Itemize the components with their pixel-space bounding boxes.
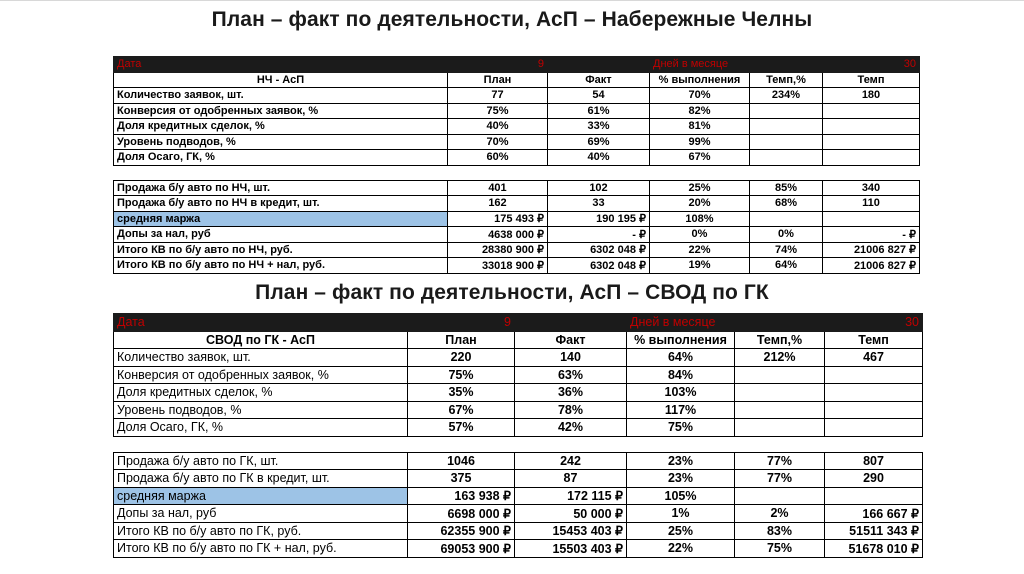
temp-value: 180	[823, 88, 920, 104]
table-row	[114, 505, 923, 523]
row-label: Уровень подводов, %	[114, 401, 408, 419]
column-header-plan: План	[448, 72, 548, 88]
plan-value: 175 493 ₽	[448, 211, 548, 227]
row-label: Итого КВ по б/у авто по НЧ + нал, руб.	[114, 258, 448, 274]
row-label: Допы за нал, руб	[114, 505, 408, 523]
fact-value: 172 115 ₽	[515, 487, 627, 505]
spacer-cell	[735, 436, 825, 452]
spacer-cell	[750, 165, 823, 180]
row-label: Количество заявок, шт.	[114, 349, 408, 367]
column-header-pct: % выполнения	[627, 331, 735, 349]
spacer-cell	[650, 165, 750, 180]
plan-value: 162	[448, 196, 548, 212]
temp-pct: 2%	[735, 505, 825, 523]
date-value: 9	[448, 57, 548, 73]
temp-value	[825, 384, 923, 402]
temp-value: 166 667 ₽	[825, 505, 923, 523]
temp-value	[823, 150, 920, 166]
plan-value: 220	[408, 349, 515, 367]
plan-value: 6698 000 ₽	[408, 505, 515, 523]
table-row	[114, 196, 920, 212]
days-in-month-label: Дней в месяце	[650, 57, 823, 73]
temp-value: 21006 827 ₽	[823, 242, 920, 258]
temp-pct: 77%	[735, 452, 825, 470]
row-label: Допы за нал, руб	[114, 227, 448, 243]
plan-value: 401	[448, 180, 548, 196]
fact-value: 36%	[515, 384, 627, 402]
temp-value: 290	[825, 470, 923, 488]
column-header-plan: План	[408, 331, 515, 349]
completion-pct: 22%	[627, 540, 735, 558]
temp-value	[823, 119, 920, 135]
plan-fact-table-nch	[113, 56, 920, 274]
row-label: Итого КВ по б/у авто по НЧ, руб.	[114, 242, 448, 258]
completion-pct: 1%	[627, 505, 735, 523]
temp-value: 340	[823, 180, 920, 196]
completion-pct: 20%	[650, 196, 750, 212]
spacer-cell	[114, 165, 448, 180]
temp-value: 110	[823, 196, 920, 212]
completion-pct: 105%	[627, 487, 735, 505]
table-row	[114, 258, 920, 274]
completion-pct: 25%	[650, 180, 750, 196]
table-row	[114, 349, 923, 367]
empty-cell	[515, 314, 627, 332]
column-header-row	[114, 72, 920, 88]
plan-value: 62355 900 ₽	[408, 522, 515, 540]
temp-value: 51678 010 ₽	[825, 540, 923, 558]
date-header-row	[114, 57, 920, 73]
temp-pct	[750, 119, 823, 135]
row-label: Доля Осаго, ГК, %	[114, 419, 408, 437]
table-row	[114, 487, 923, 505]
plan-value: 75%	[448, 103, 548, 119]
column-header-temp-pct: Темп,%	[750, 72, 823, 88]
table-row	[114, 384, 923, 402]
table-row	[114, 211, 920, 227]
column-header-pct: % выполнения	[650, 72, 750, 88]
temp-pct: 83%	[735, 522, 825, 540]
row-label: Продажа б/у авто по НЧ, шт.	[114, 180, 448, 196]
column-header-row	[114, 331, 923, 349]
row-label: Итого КВ по б/у авто по ГК, руб.	[114, 522, 408, 540]
temp-pct	[750, 103, 823, 119]
fact-value: 63%	[515, 366, 627, 384]
days-in-month-value: 30	[823, 57, 920, 73]
table2-title: План – факт по деятельности, АсП – СВОД по ГК	[255, 281, 769, 304]
temp-pct: 85%	[750, 180, 823, 196]
date-header-row	[114, 314, 923, 332]
completion-pct: 70%	[650, 88, 750, 104]
temp-pct	[735, 419, 825, 437]
completion-pct: 75%	[627, 419, 735, 437]
completion-pct: 108%	[650, 211, 750, 227]
row-label: средняя маржа	[114, 211, 448, 227]
fact-value: 40%	[548, 150, 650, 166]
spacer-cell	[627, 436, 735, 452]
fact-value: 15503 403 ₽	[515, 540, 627, 558]
temp-value: 21006 827 ₽	[823, 258, 920, 274]
spacer-cell	[448, 165, 548, 180]
fact-value: 33	[548, 196, 650, 212]
date-value: 9	[408, 314, 515, 332]
spacer-cell	[548, 165, 650, 180]
plan-value: 40%	[448, 119, 548, 135]
row-label: Конверсия от одобренных заявок, %	[114, 366, 408, 384]
plan-value: 1046	[408, 452, 515, 470]
temp-pct	[750, 134, 823, 150]
temp-pct	[750, 211, 823, 227]
temp-pct: 68%	[750, 196, 823, 212]
temp-pct: 234%	[750, 88, 823, 104]
fact-value: 15453 403 ₽	[515, 522, 627, 540]
plan-value: 60%	[448, 150, 548, 166]
temp-value	[825, 366, 923, 384]
table-row	[114, 522, 923, 540]
days-in-month-value: 30	[825, 314, 923, 332]
temp-value	[823, 103, 920, 119]
fact-value: 42%	[515, 419, 627, 437]
table-row	[114, 227, 920, 243]
temp-pct: 74%	[750, 242, 823, 258]
completion-pct: 23%	[627, 470, 735, 488]
completion-pct: 81%	[650, 119, 750, 135]
fact-value: 87	[515, 470, 627, 488]
spacer-cell	[515, 436, 627, 452]
table-row	[114, 119, 920, 135]
fact-value: 6302 048 ₽	[548, 242, 650, 258]
temp-value: - ₽	[823, 227, 920, 243]
date-label: Дата	[114, 314, 408, 332]
days-in-month-label: Дней в месяце	[627, 314, 825, 332]
fact-value: 6302 048 ₽	[548, 258, 650, 274]
plan-value: 163 938 ₽	[408, 487, 515, 505]
plan-value: 375	[408, 470, 515, 488]
table-row	[114, 452, 923, 470]
empty-cell	[548, 57, 650, 73]
plan-value: 69053 900 ₽	[408, 540, 515, 558]
fact-value: 69%	[548, 134, 650, 150]
temp-value	[823, 134, 920, 150]
completion-pct: 103%	[627, 384, 735, 402]
spacer-cell	[823, 165, 920, 180]
plan-value: 4638 000 ₽	[448, 227, 548, 243]
row-label: Доля кредитных сделок, %	[114, 384, 408, 402]
table-row	[114, 103, 920, 119]
plan-value: 28380 900 ₽	[448, 242, 548, 258]
column-header-temp: Темп	[825, 331, 923, 349]
temp-value	[825, 401, 923, 419]
spacer-cell	[114, 436, 408, 452]
fact-value: 54	[548, 88, 650, 104]
table-row	[114, 366, 923, 384]
row-label: Доля кредитных сделок, %	[114, 119, 448, 135]
column-header-temp: Темп	[823, 72, 920, 88]
fact-value: - ₽	[548, 227, 650, 243]
completion-pct: 117%	[627, 401, 735, 419]
fact-value: 140	[515, 349, 627, 367]
row-label: Продажа б/у авто по ГК в кредит, шт.	[114, 470, 408, 488]
row-label: Количество заявок, шт.	[114, 88, 448, 104]
completion-pct: 67%	[650, 150, 750, 166]
completion-pct: 64%	[627, 349, 735, 367]
completion-pct: 99%	[650, 134, 750, 150]
plan-value: 33018 900 ₽	[448, 258, 548, 274]
completion-pct: 22%	[650, 242, 750, 258]
temp-value	[823, 211, 920, 227]
completion-pct: 84%	[627, 366, 735, 384]
plan-value: 57%	[408, 419, 515, 437]
completion-pct: 19%	[650, 258, 750, 274]
column-header-name: НЧ - АсП	[114, 72, 448, 88]
temp-pct: 75%	[735, 540, 825, 558]
spacer-cell	[408, 436, 515, 452]
column-header-temp-pct: Темп,%	[735, 331, 825, 349]
fact-value: 242	[515, 452, 627, 470]
table2-body	[114, 314, 923, 558]
row-label: средняя маржа	[114, 487, 408, 505]
table-row	[114, 134, 920, 150]
temp-value: 51511 343 ₽	[825, 522, 923, 540]
completion-pct: 25%	[627, 522, 735, 540]
table-row	[114, 150, 920, 166]
completion-pct: 23%	[627, 452, 735, 470]
table-row	[114, 242, 920, 258]
row-label: Продажа б/у авто по ГК, шт.	[114, 452, 408, 470]
row-label: Итого КВ по б/у авто по ГК + нал, руб.	[114, 540, 408, 558]
column-header-fact: Факт	[548, 72, 650, 88]
plan-value: 67%	[408, 401, 515, 419]
row-label: Доля Осаго, ГК, %	[114, 150, 448, 166]
table-row	[114, 401, 923, 419]
top-divider	[0, 0, 1024, 1]
table-row	[114, 88, 920, 104]
temp-value	[825, 419, 923, 437]
spacer-cell	[825, 436, 923, 452]
plan-value: 77	[448, 88, 548, 104]
column-header-name: СВОД по ГК - АсП	[114, 331, 408, 349]
temp-pct: 0%	[750, 227, 823, 243]
plan-value: 70%	[448, 134, 548, 150]
temp-value: 467	[825, 349, 923, 367]
table-row	[114, 470, 923, 488]
temp-pct	[750, 150, 823, 166]
fact-value: 102	[548, 180, 650, 196]
fact-value: 61%	[548, 103, 650, 119]
temp-pct: 77%	[735, 470, 825, 488]
temp-pct	[735, 487, 825, 505]
plan-value: 75%	[408, 366, 515, 384]
table-row	[114, 419, 923, 437]
table-row	[114, 540, 923, 558]
plan-fact-table-gk	[113, 313, 923, 558]
fact-value: 190 195 ₽	[548, 211, 650, 227]
temp-value	[825, 487, 923, 505]
temp-pct: 212%	[735, 349, 825, 367]
temp-value: 807	[825, 452, 923, 470]
fact-value: 50 000 ₽	[515, 505, 627, 523]
column-header-fact: Факт	[515, 331, 627, 349]
spacer-row	[114, 436, 923, 452]
row-label: Конверсия от одобренных заявок, %	[114, 103, 448, 119]
spacer-row	[114, 165, 920, 180]
table-row	[114, 180, 920, 196]
row-label: Уровень подводов, %	[114, 134, 448, 150]
fact-value: 78%	[515, 401, 627, 419]
row-label: Продажа б/у авто по НЧ в кредит, шт.	[114, 196, 448, 212]
completion-pct: 0%	[650, 227, 750, 243]
temp-pct	[735, 401, 825, 419]
table1-title: План – факт по деятельности, АсП – Набережные Челны	[211, 8, 813, 31]
completion-pct: 82%	[650, 103, 750, 119]
table1-body	[114, 57, 920, 274]
temp-pct: 64%	[750, 258, 823, 274]
temp-pct	[735, 366, 825, 384]
fact-value: 33%	[548, 119, 650, 135]
date-label: Дата	[114, 57, 448, 73]
plan-value: 35%	[408, 384, 515, 402]
temp-pct	[735, 384, 825, 402]
